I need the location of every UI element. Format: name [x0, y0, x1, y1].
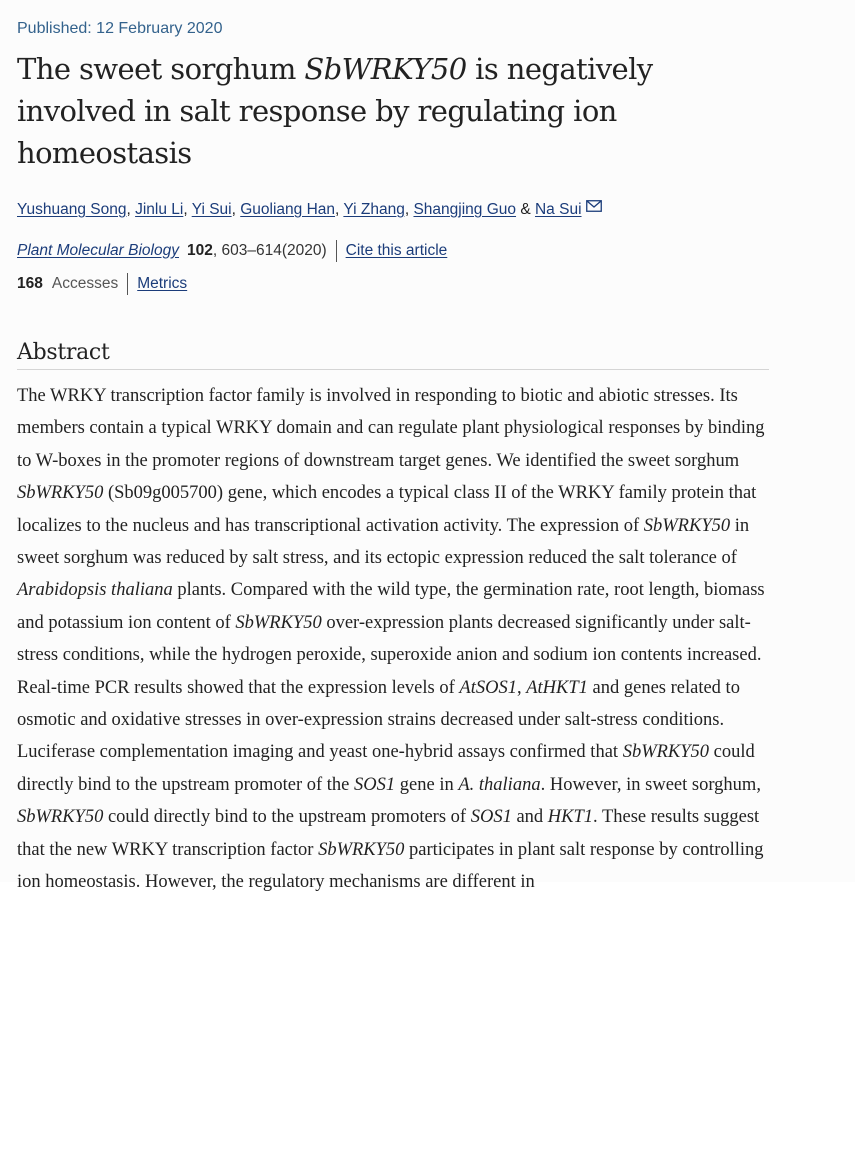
author-joiner: &	[516, 201, 535, 218]
accesses-count: 168	[17, 275, 43, 292]
author-link[interactable]: Jinlu Li	[135, 201, 184, 218]
journal-link[interactable]: Plant Molecular Biology	[17, 242, 179, 259]
abstract-text-segment: in sweet sorghum was reduced by salt stress, and its ectopic expression reduced the salt tolerance of	[17, 515, 750, 569]
abstract-text-segment: gene in	[395, 774, 459, 795]
abstract-gene-term: SbWRKY50	[17, 807, 104, 828]
abstract-text-segment: and genes related to osmotic and oxidative stresses in over-expression strains decreased under salt-stress conditions. Luciferase complementation imaging and yeast one-hybrid assays confirmed that	[17, 677, 740, 763]
corresponding-author-link[interactable]: Na Sui	[534, 201, 582, 218]
author-link[interactable]: Yi Sui	[191, 201, 232, 218]
abstract-gene-term: SbWRKY50	[622, 742, 710, 763]
author-link[interactable]: Yushuang Song	[17, 201, 127, 218]
title-post: is negatively involved in salt response by regulating ion homeostasis	[17, 52, 653, 170]
author-separator: ,	[126, 201, 136, 218]
author-link[interactable]: Yi Zhang	[343, 201, 405, 218]
author-separator: ,	[183, 201, 192, 218]
abstract-text-segment: over-expression plants decreased significantly under salt-stress conditions, while the hydrogen peroxide, superoxide anion and sodium ion contents increased. Real-time PCR results showed that the expression levels of	[17, 612, 762, 698]
published-date: Published: 12 February 2020	[17, 20, 223, 37]
abstract-gene-term: AtSOS1	[459, 677, 517, 698]
abstract-gene-term: Arabidopsis thaliana	[17, 580, 173, 601]
abstract-text-segment: could directly bind to the upstream promoters of	[103, 807, 471, 828]
article-title	[17, 48, 769, 174]
abstract-gene-term: SbWRKY50	[318, 839, 405, 860]
title-gene: SbWRKY50	[304, 52, 467, 86]
accesses-label: Accesses	[51, 275, 119, 292]
abstract-text-segment: ,	[516, 677, 527, 698]
abstract-gene-term: SbWRKY50	[643, 515, 731, 536]
author-list	[17, 198, 769, 220]
abstract-text-segment: participates in plant salt response by controlling ion homeostasis. However, the regulatory mechanisms are different in	[17, 839, 764, 893]
meta-divider	[127, 273, 128, 295]
abstract-text-segment: . These results suggest that the new WRKY transcription factor	[17, 807, 760, 860]
access-meta	[17, 273, 769, 295]
meta-divider	[336, 240, 337, 262]
author-link[interactable]: Shangjing Guo	[413, 201, 517, 218]
title-pre: The sweet sorghum	[17, 52, 305, 86]
author-separator: ,	[231, 201, 241, 218]
abstract-gene-term: AtHKT1	[526, 677, 588, 698]
author-link[interactable]: Guoliang Han	[240, 201, 336, 218]
author-separator: ,	[335, 201, 344, 218]
article-content	[17, 0, 769, 899]
abstract-heading: Abstract	[17, 339, 769, 370]
abstract-gene-term: SOS1	[470, 807, 512, 828]
abstract-text-segment: . However, in sweet sorghum,	[540, 774, 761, 795]
abstract-gene-term: SOS1	[354, 774, 396, 795]
abstract-text-segment: could directly bind to the upstream promoter of the	[17, 742, 755, 795]
volume-number: 102	[186, 242, 213, 259]
metrics-link[interactable]: Metrics	[137, 275, 188, 292]
envelope-icon[interactable]	[586, 198, 602, 210]
abstract-text-segment: plants. Compared with the wild type, the germination rate, root length, biomass and potassium ion content of	[17, 580, 765, 633]
citation-meta	[17, 240, 769, 262]
pages-year: , 603–614(2020)	[212, 242, 327, 259]
abstract-gene-term: SbWRKY50	[17, 483, 104, 504]
abstract-text-segment: (Sb09g005700) gene, which encodes a typical class II of the WRKY family protein that localizes to the nucleus and has transcriptional activation activity. The expression of	[17, 483, 757, 536]
cite-article-link[interactable]: Cite this article	[345, 242, 448, 259]
abstract-gene-term: SbWRKY50	[235, 612, 322, 633]
abstract-text-segment: The WRKY transcription factor family is involved in responding to biotic and abiotic stresses. Its members contain a typical WRKY domain and can regulate plant physiological responses by binding to W-boxes in the promoter regions of downstream target genes. We identified the sweet sorghum	[17, 386, 765, 471]
abstract-gene-term: HKT1	[547, 807, 594, 828]
author-separator: ,	[404, 201, 414, 218]
abstract-gene-term: A. thaliana	[458, 774, 541, 795]
abstract-body	[17, 380, 769, 899]
abstract-text-segment: and	[511, 807, 548, 828]
